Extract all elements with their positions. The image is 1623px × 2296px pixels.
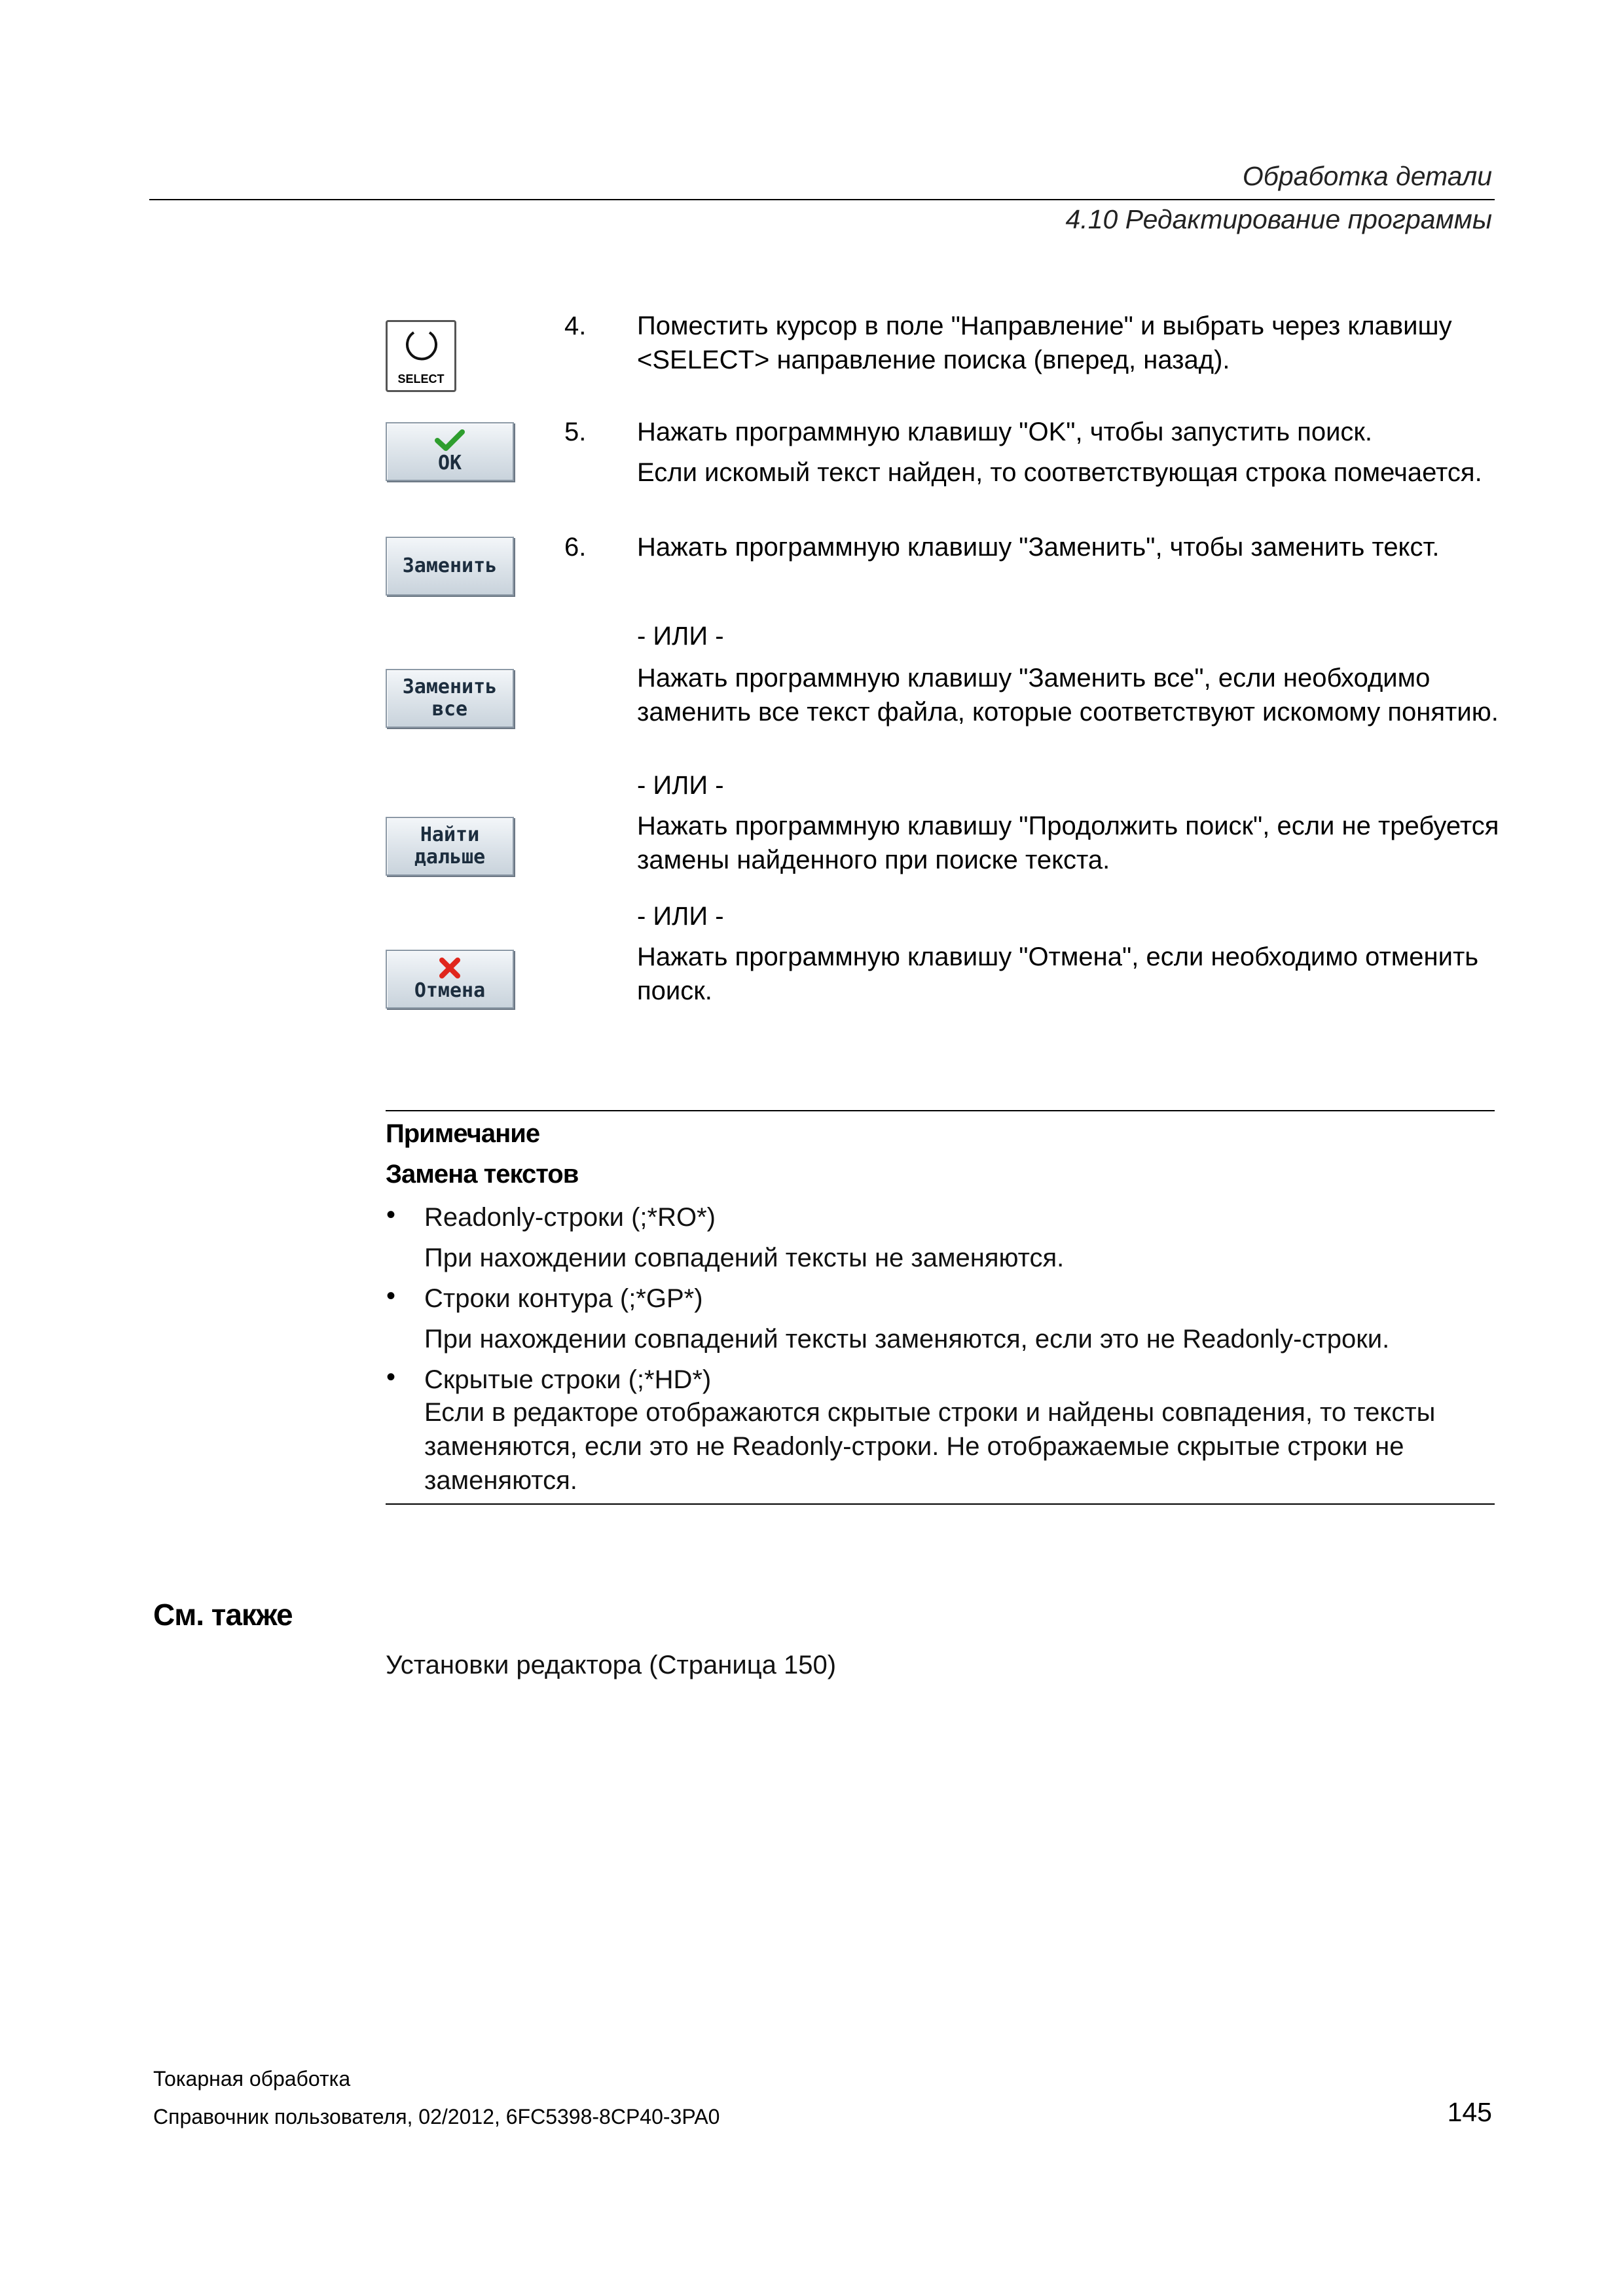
replace-all-button[interactable] — [386, 669, 514, 728]
replace-all-label-line2: все — [431, 698, 468, 721]
alt-cancel-text: Нажать программную клавишу "Отмена", если необходимо отменить поиск. — [637, 942, 1479, 1005]
bullet-icon: • — [386, 1363, 396, 1391]
footer-manual: Справочник пользователя, 02/2012, 6FC5398-8CP40-3PA0 — [153, 2105, 720, 2128]
step-number: 5. — [564, 418, 587, 446]
cancel-button[interactable] — [386, 950, 514, 1009]
select-cycle-icon — [402, 327, 441, 364]
step-text: Нажать программную клавишу "Заменить", чтобы заменить текст. — [637, 533, 1440, 562]
note-item-body: При нахождении совпадений тексты заменяются, если это не Readonly-строки. — [424, 1325, 1390, 1354]
bullet-icon: • — [386, 1200, 396, 1229]
replace-button-label: Заменить — [402, 554, 498, 577]
step-text: Нажать программную клавишу "OK", чтобы запустить поиск. — [637, 418, 1373, 446]
bullet-icon: • — [386, 1282, 396, 1310]
note-title: Примечание — [386, 1119, 540, 1148]
step-number: 6. — [564, 533, 587, 562]
find-next-label-line1: Найти — [420, 823, 480, 846]
or-separator: - ИЛИ - — [637, 902, 724, 931]
step-number: 4. — [564, 312, 587, 340]
see-also-heading: См. также — [153, 1598, 293, 1632]
checkmark-icon — [433, 429, 466, 452]
note-item-head: Readonly-строки (;*RO*) — [424, 1203, 716, 1232]
note-item-body: Если в редакторе отображаются скрытые строки и найдены совпадения, то тексты заменяются, если это не Readonly-строки. Не отображаемые скрытые строки не заменяются. — [424, 1398, 1436, 1495]
ok-button[interactable] — [386, 422, 514, 481]
find-next-button[interactable] — [386, 817, 514, 876]
note-subtitle: Замена текстов — [386, 1160, 579, 1189]
alt-find-next-text: Нажать программную клавишу "Продолжить поиск", если не требуется замены найденного при поиске текста. — [637, 812, 1499, 874]
alt-replace-all-text: Нажать программную клавишу "Заменить все", если необходимо заменить все текст файла, которые соответствуют искомому понятию. — [637, 664, 1499, 726]
header-section: 4.10 Редактирование программы — [1065, 204, 1492, 234]
select-key-label: SELECT — [397, 372, 445, 386]
note-bottom-rule — [386, 1503, 1495, 1505]
header-chapter: Обработка детали — [1242, 161, 1492, 191]
cancel-button-label: Отмена — [414, 979, 486, 1002]
replace-all-label-line1: Заменить — [402, 675, 498, 698]
ok-button-label: OK — [437, 452, 462, 475]
note-item-head: Скрытые строки (;*HD*) — [424, 1365, 712, 1394]
step-text: Поместить курсор в поле "Направление" и выбрать через клавишу <SELECT> направление поиска (вперед, назад). — [637, 312, 1452, 374]
note-item-body: При нахождении совпадений тексты не заменяются. — [424, 1244, 1065, 1272]
or-separator: - ИЛИ - — [637, 771, 724, 800]
footer-product: Токарная обработка — [153, 2067, 351, 2090]
see-also-link[interactable]: Установки редактора (Страница 150) — [386, 1651, 837, 1679]
header-rule — [149, 199, 1495, 200]
find-next-label-line2: дальше — [414, 846, 486, 869]
or-separator: - ИЛИ - — [637, 622, 724, 651]
replace-button[interactable] — [386, 537, 514, 596]
step-extra-text: Если искомый текст найден, то соответствующая строка помечается. — [637, 458, 1482, 487]
note-top-rule — [386, 1110, 1495, 1111]
select-key[interactable] — [386, 320, 456, 392]
page-number: 145 — [1447, 2097, 1492, 2127]
note-item-head: Строки контура (;*GP*) — [424, 1284, 703, 1313]
close-icon — [438, 956, 462, 980]
